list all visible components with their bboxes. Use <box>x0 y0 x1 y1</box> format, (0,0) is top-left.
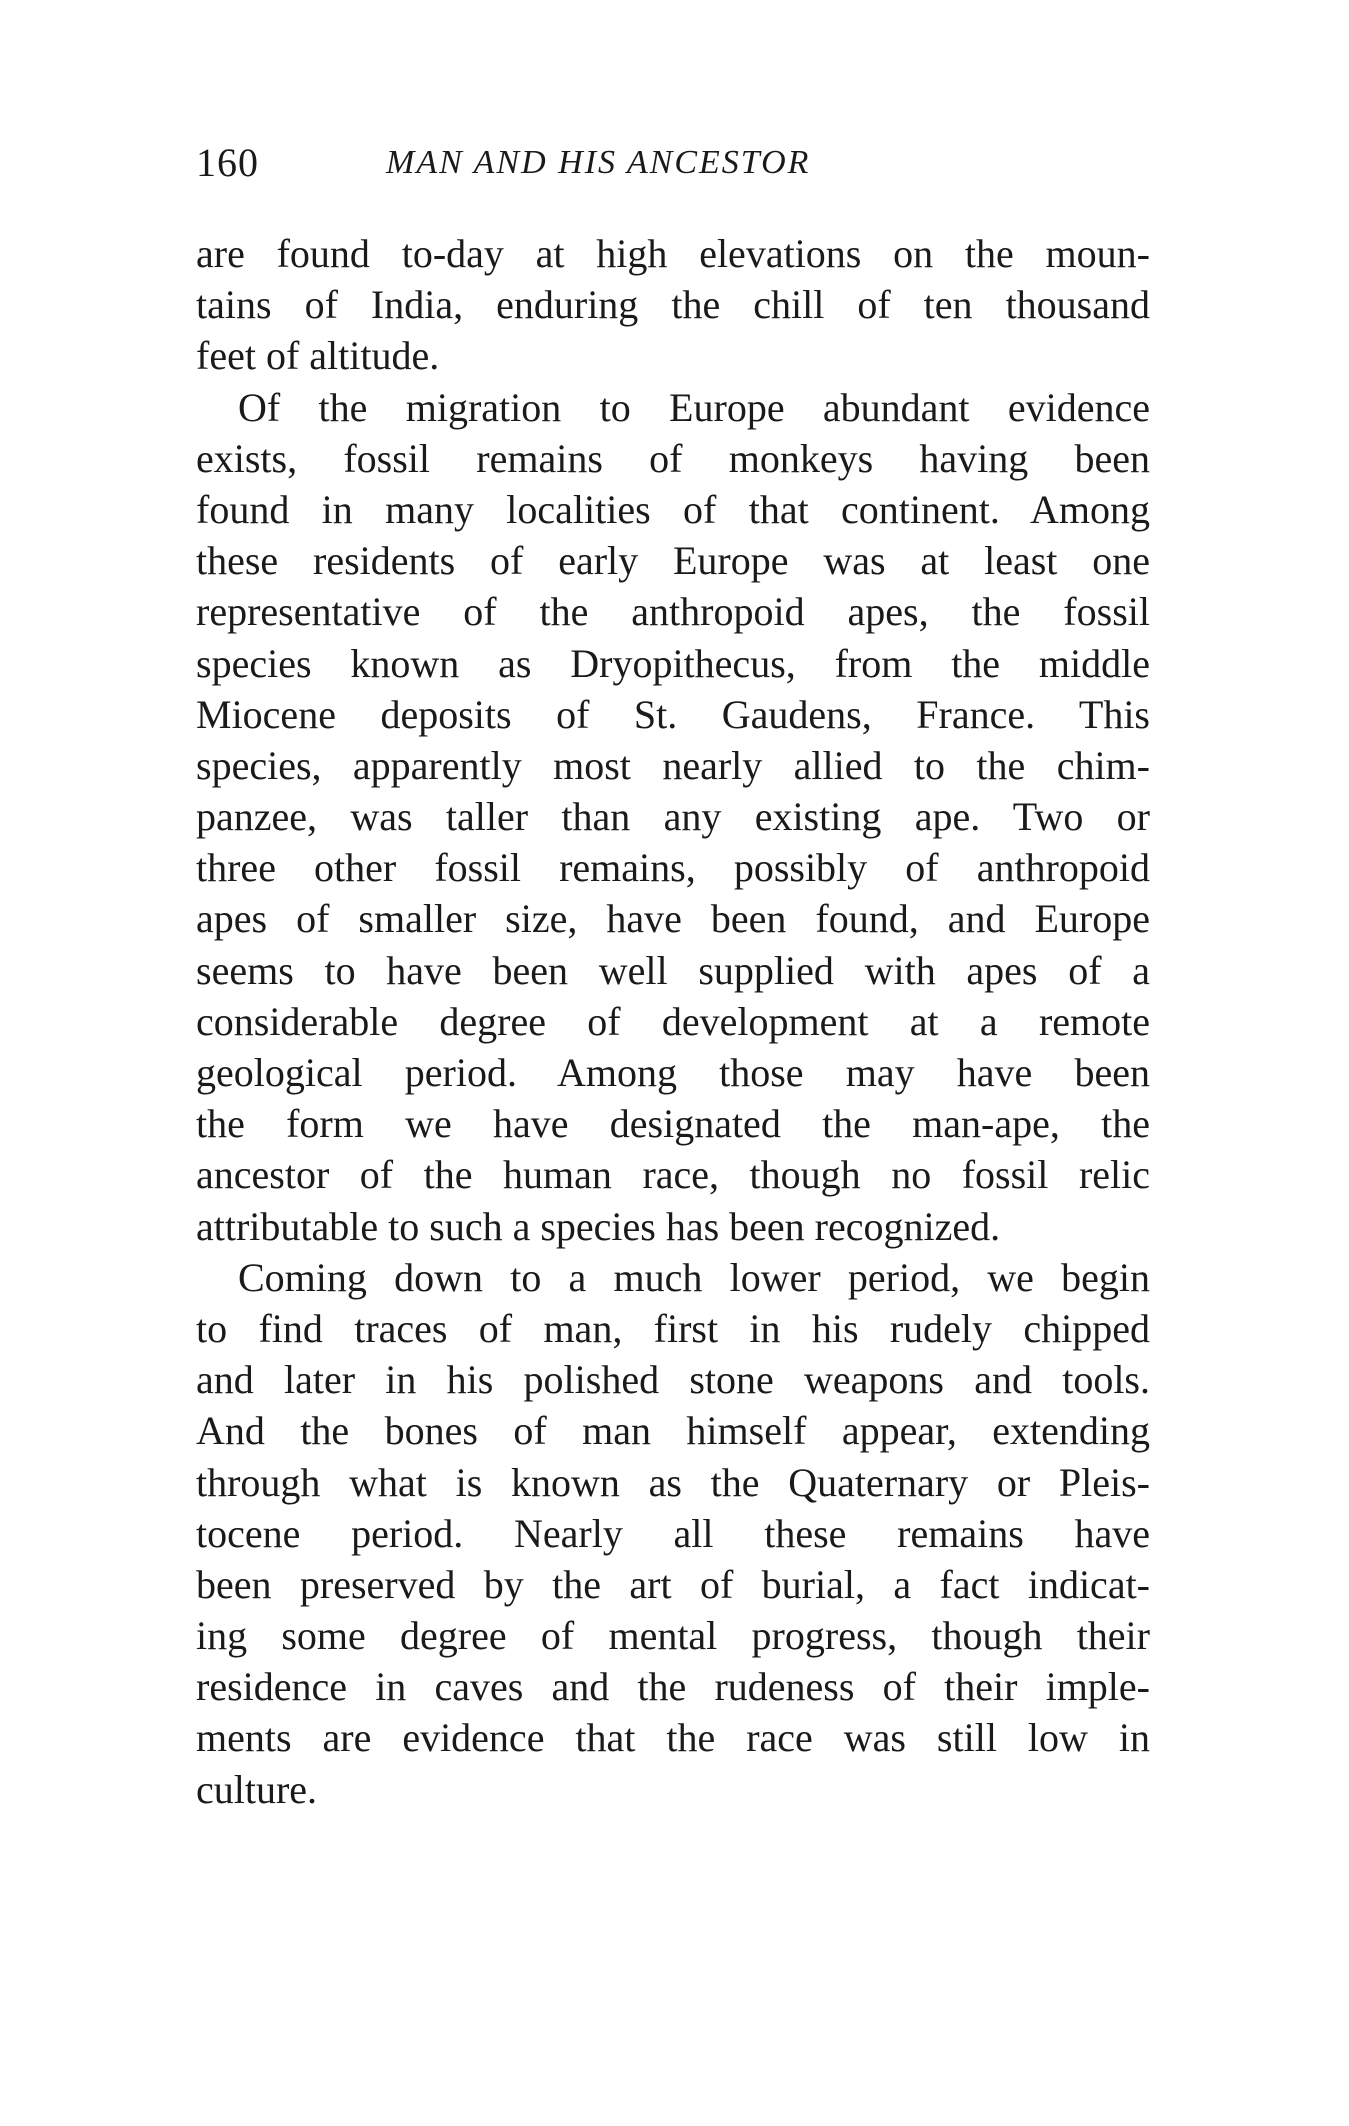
text-line: tains of India, enduring the chill of ten thousand <box>196 282 1150 328</box>
text-line: found in many localities of that continent. Among <box>196 486 1150 532</box>
paragraph-start-line: Of the migration to Europe abundant evidence <box>238 384 1150 430</box>
text-line: residence in caves and the rudeness of their imple- <box>196 1664 1150 1710</box>
text-line: the form we have designated the man-ape, the <box>196 1101 1150 1147</box>
text-line: species, apparently most nearly allied to the chim- <box>196 742 1150 788</box>
text-line: these residents of early Europe was at least one <box>196 538 1150 584</box>
running-head <box>196 138 1150 188</box>
paragraph-end-line: culture. <box>196 1766 318 1812</box>
text-line: ancestor of the human race, though no fossil relic <box>196 1152 1150 1198</box>
text-line: exists, fossil remains of monkeys having been <box>196 435 1150 481</box>
text-line: species known as Dryopithecus, from the middle <box>196 640 1150 686</box>
text-line: apes of smaller size, have been found, and Europe <box>196 896 1150 942</box>
text-line: ments are evidence that the race was still low in <box>196 1715 1150 1761</box>
text-line: And the bones of man himself appear, extending <box>196 1408 1150 1454</box>
text-line: been preserved by the art of burial, a fact indicat- <box>196 1561 1150 1607</box>
text-line: ing some degree of mental progress, though their <box>196 1613 1150 1659</box>
text-line: tocene period. Nearly all these remains have <box>196 1510 1150 1556</box>
text-line: geological period. Among those may have been <box>196 1050 1150 1095</box>
text-line: panzee, was taller than any existing ape. Two or <box>196 794 1150 840</box>
text-line: through what is known as the Quaternary or Pleis- <box>196 1459 1150 1505</box>
text-line: three other fossil remains, possibly of anthropoid <box>196 845 1150 891</box>
text-line: to find traces of man, first in his rudely chipped <box>196 1305 1150 1351</box>
running-title: MAN AND HIS ANCESTOR <box>386 144 811 181</box>
text-line: considerable degree of development at a remote <box>196 998 1150 1044</box>
paragraph-end-line: feet of altitude. <box>196 333 440 379</box>
text-line: are found to-day at high elevations on the moun- <box>196 231 1150 276</box>
text-line: and later in his polished stone weapons and tools. <box>196 1357 1150 1403</box>
text-line: seems to have been well supplied with apes of a <box>196 947 1150 993</box>
body-text <box>196 228 1150 1815</box>
paragraph-end-line: attributable to such a species has been recognized. <box>196 1203 1001 1249</box>
text-line: Miocene deposits of St. Gaudens, France. This <box>196 691 1150 737</box>
text-line: representative of the anthropoid apes, the fossil <box>196 589 1150 635</box>
page-number: 160 <box>196 140 259 185</box>
paragraph-start-line: Coming down to a much lower period, we begin <box>238 1254 1150 1300</box>
